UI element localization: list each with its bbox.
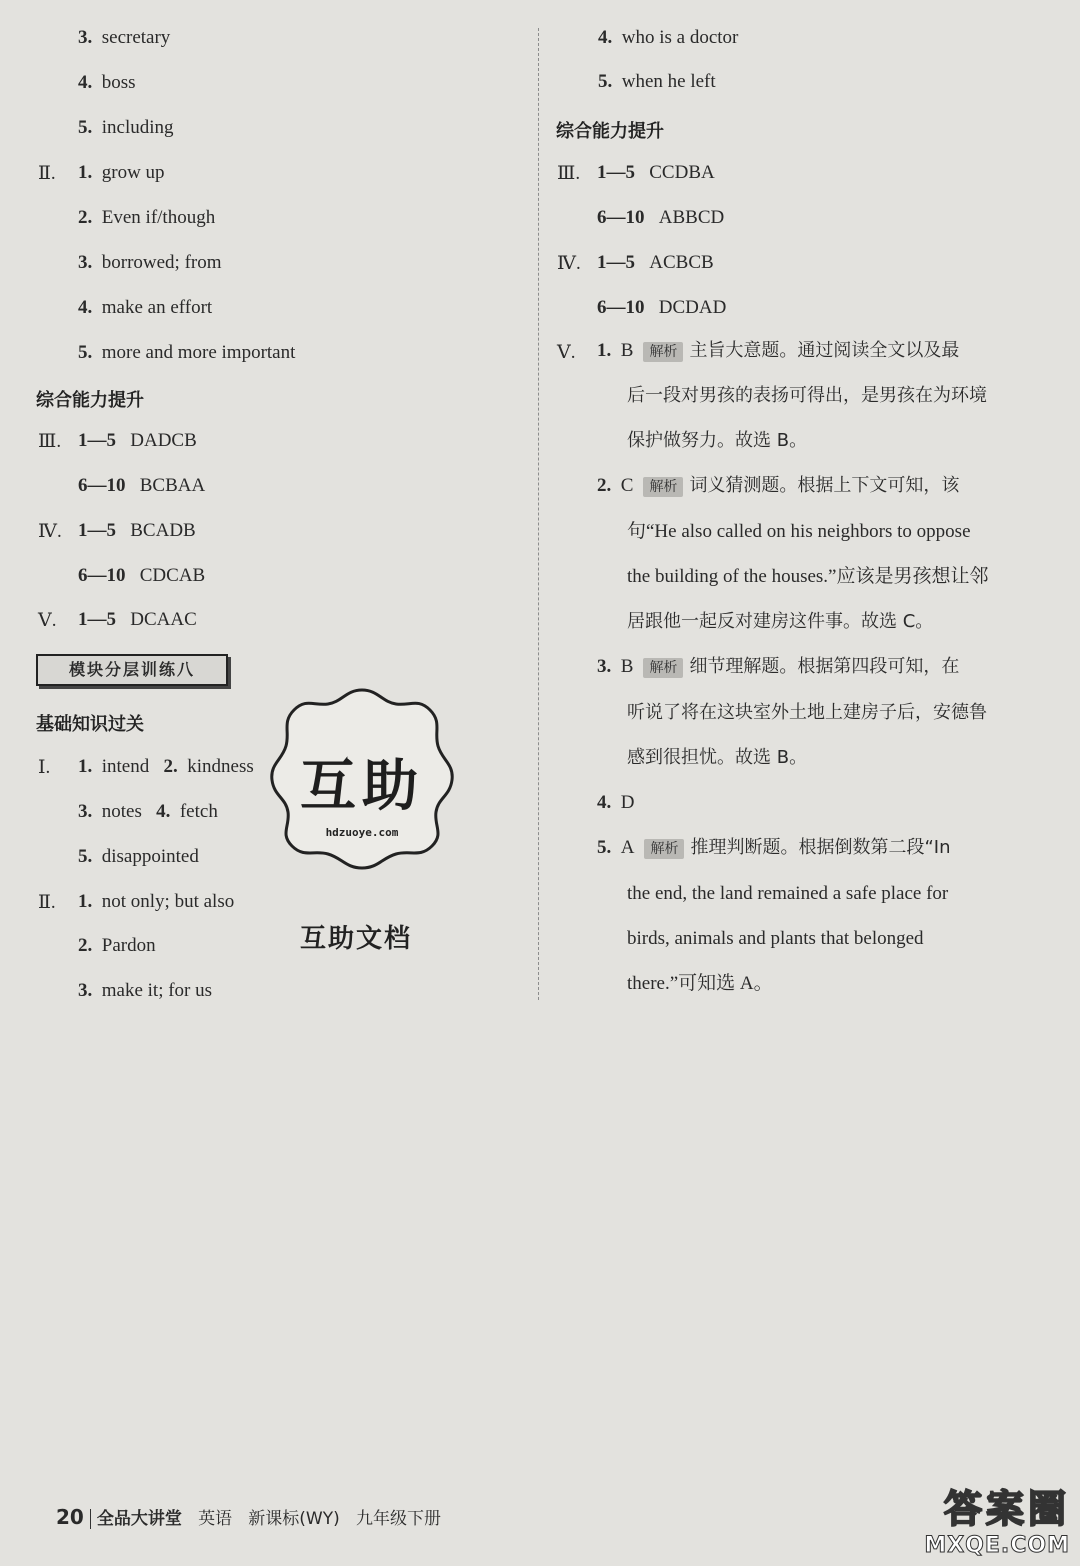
list-item: 4. make an effort <box>78 297 213 318</box>
list-item: 2. Even if/though <box>78 207 216 228</box>
analysis-tag: 解析 <box>644 839 684 859</box>
section-heading: 综合能力提升 <box>556 121 664 142</box>
roman-numeral: Ⅳ. <box>38 521 62 542</box>
roman-numeral: Ⅰ. <box>38 757 51 778</box>
explanation-line: the end, the land remained a safe place for <box>627 883 949 904</box>
answer-row: 6—10 BCBAA <box>78 475 206 496</box>
footer-brand: 全品大讲堂 <box>96 1509 182 1529</box>
analysis-tag: 解析 <box>643 477 683 497</box>
footer-separator <box>90 1509 91 1529</box>
explanation-line: 3. B 解析 细节理解题。根据第四段可知，在 <box>597 656 960 677</box>
list-item: 5. more and more important <box>78 342 296 363</box>
explanation-line: 2. C 解析 词义猜测题。根据上下文可知，该 <box>597 475 960 496</box>
answer-row: 1—5 ACBCB <box>597 252 714 273</box>
explanation-line: birds, animals and plants that belonged <box>627 928 924 949</box>
analysis-tag: 解析 <box>643 342 683 362</box>
list-item: 1. not only; but also <box>78 891 235 912</box>
explanation-line: 保护做努力。故选 B。 <box>627 430 808 451</box>
footer-subject: 英语 <box>198 1509 233 1529</box>
section-heading: 基础知识过关 <box>36 714 144 735</box>
explanation-line: there.”可知选 A。 <box>627 973 773 994</box>
list-item: 4. who is a doctor <box>598 27 739 48</box>
list-item: 3. notes 4. fetch <box>78 801 218 822</box>
watermark-big-text: 互助 <box>300 754 424 819</box>
footer-edition: 新课标(WY) <box>248 1509 340 1529</box>
section-heading: 综合能力提升 <box>36 390 144 411</box>
answer-row: 1—5 DCAAC <box>78 609 197 630</box>
logo-cn: 答案圈 <box>943 1487 1070 1531</box>
explanation-line: 1. B 解析 主旨大意题。通过阅读全文以及最 <box>597 340 960 361</box>
roman-numeral: Ⅴ. <box>557 342 576 363</box>
list-item: 3. secretary <box>78 27 171 48</box>
answer-row: 6—10 CDCAB <box>78 565 206 586</box>
answer-row: 6—10 DCDAD <box>597 297 727 318</box>
roman-numeral: Ⅲ. <box>38 431 62 452</box>
explanation-line: 4. D <box>597 792 635 813</box>
list-item: 2. Pardon <box>78 935 156 956</box>
list-item: 5. disappointed <box>78 846 199 867</box>
roman-numeral: Ⅱ. <box>38 892 56 913</box>
explanation-line: 听说了将在这块室外土地上建房子后，安德鲁 <box>627 702 987 723</box>
logo-en: MXQE.COM <box>924 1533 1070 1558</box>
watermark-url: hdzuoye.com <box>325 826 399 839</box>
explanation-line: 居跟他一起反对建房这件事。故选 C。 <box>627 611 934 632</box>
roman-numeral: Ⅱ. <box>38 163 56 184</box>
page-number: 20 <box>56 1505 84 1529</box>
list-item: 3. make it; for us <box>78 980 213 1001</box>
list-item: 5. when he left <box>598 71 716 92</box>
list-item: 5. including <box>78 117 174 138</box>
column-divider <box>538 28 539 1000</box>
watermark-caption: 互助文档 <box>300 924 413 954</box>
list-item: 1. grow up <box>78 162 165 183</box>
answer-row: 6—10 ABBCD <box>597 207 725 228</box>
answer-row: 1—5 CCDBA <box>597 162 715 183</box>
list-item: 3. borrowed; from <box>78 252 222 273</box>
footer-grade: 九年级下册 <box>355 1509 441 1529</box>
page-footer <box>56 1504 441 1529</box>
analysis-tag: 解析 <box>643 658 683 678</box>
module-title: 模块分层训练八 <box>36 654 228 686</box>
explanation-line: 感到很担忧。故选 B。 <box>627 747 808 768</box>
answer-row: 1—5 BCADB <box>78 520 196 541</box>
roman-numeral: Ⅲ. <box>557 163 581 184</box>
explanation-line: 句“He also called on his neighbors to oppose <box>627 521 971 542</box>
list-item: 1. intend 2. kindness <box>78 756 254 777</box>
explanation-line: 5. A 解析 推理判断题。根据倒数第二段“In <box>597 837 951 858</box>
answer-row: 1—5 DADCB <box>78 430 197 451</box>
list-item: 4. boss <box>78 72 136 93</box>
roman-numeral: Ⅳ. <box>557 253 581 274</box>
site-logo <box>900 1478 1070 1558</box>
explanation-line: the building of the houses.”应该是男孩想让邻 <box>627 566 989 587</box>
explanation-line: 后一段对男孩的表扬可得出，是男孩在为环境 <box>627 385 987 406</box>
roman-numeral: Ⅴ. <box>38 610 57 631</box>
